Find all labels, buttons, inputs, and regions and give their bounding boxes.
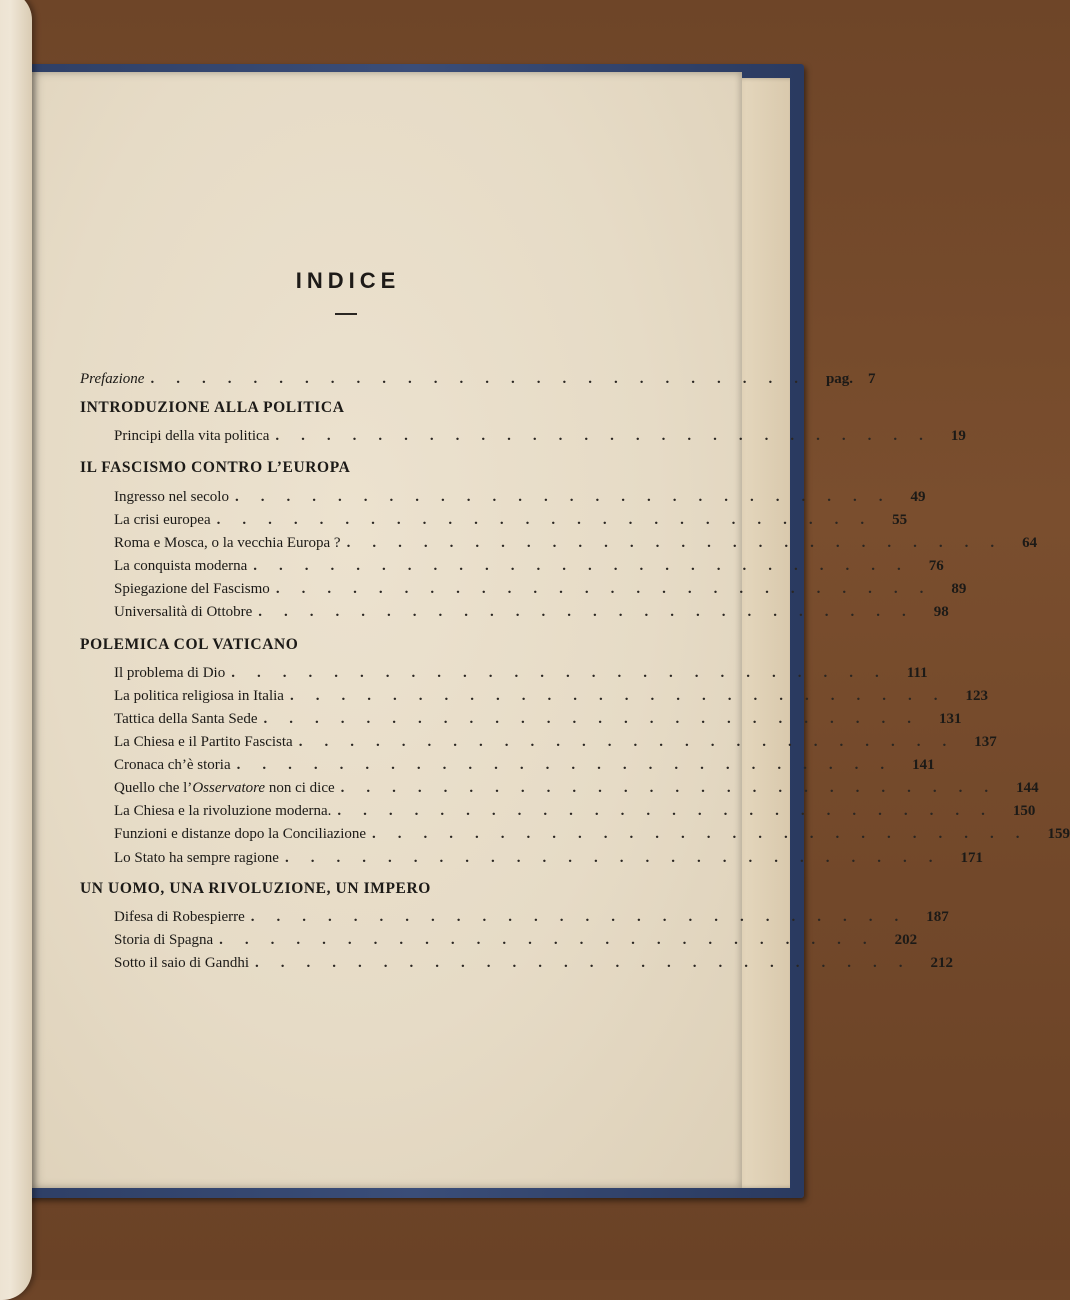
toc-entry-page: 111: [906, 665, 928, 681]
toc-entry: [114, 731, 997, 753]
toc-entry: [114, 578, 967, 600]
dot-leader: ..........................: [298, 734, 969, 750]
dot-leader: ..........................: [346, 535, 1017, 551]
toc-entry-label: La Chiesa e il Partito Fascista: [114, 734, 293, 750]
toc-entry-label: La conquista moderna: [114, 558, 248, 574]
toc-entry: [114, 906, 949, 928]
toc-entry-label: La Chiesa e la rivoluzione moderna.: [114, 803, 332, 819]
toc-entry-page: 76: [928, 558, 944, 574]
toc-entry-page: 144: [1016, 780, 1039, 796]
section-heading: INTRODUZIONE ALLA POLITICA: [80, 399, 345, 416]
toc-entry-label: [114, 777, 335, 799]
section-heading: IL FASCISMO CONTRO L’EUROPA: [80, 459, 351, 476]
dot-leader: ..........................: [289, 688, 960, 704]
toc-entry-label: Sotto il saio di Gandhi: [114, 955, 249, 971]
toc-entry: [114, 823, 1070, 845]
toc-entry: [114, 601, 949, 623]
toc-entry-label: Cronaca ch’è storia: [114, 757, 231, 773]
toc-entry: [114, 800, 1036, 822]
dot-leader: ..........................: [236, 757, 907, 773]
toc-entry: [114, 708, 962, 730]
page-title: INDICE: [295, 268, 401, 293]
toc-entry: [114, 532, 1038, 554]
dot-leader: ..........................: [372, 826, 1042, 842]
pag-label: pag.: [825, 371, 854, 387]
toc-entry-label: Spiegazione del Fascismo: [114, 581, 270, 597]
page-number: 7: [868, 371, 876, 387]
toc-entry-page: 49: [910, 489, 926, 505]
dot-leader: ..........................: [150, 371, 820, 387]
toc-entry-label: La crisi europea: [114, 512, 211, 528]
toc-entry: [114, 662, 928, 684]
toc-entry-page: 150: [1012, 803, 1036, 819]
dot-leader: ..........................: [231, 665, 901, 681]
toc-entry-preface: [80, 368, 876, 390]
toc-entry-page: 212: [930, 955, 953, 971]
toc-entry-page: 202: [894, 932, 918, 948]
toc-entry-page: [826, 368, 876, 390]
toc-entry-page: 98: [933, 604, 949, 620]
toc-entry-label-part: Quello che l’: [114, 780, 193, 796]
toc-entry: [114, 847, 983, 869]
toc-entry-label: Lo Stato ha sempre ragione: [114, 850, 279, 866]
toc-entry-page: 159: [1047, 826, 1070, 842]
toc-entry-label: Principi della vita politica: [114, 428, 270, 444]
dot-leader: ..........................: [275, 428, 945, 444]
toc-entry-label: Difesa di Robespierre: [114, 909, 245, 925]
dot-leader: ..........................: [255, 955, 925, 971]
dot-leader: ..........................: [263, 711, 933, 727]
dot-leader: ..........................: [234, 489, 905, 505]
dot-leader: ..........................: [219, 932, 889, 948]
toc-entry: [114, 486, 926, 508]
toc-entry-page: 123: [965, 688, 988, 704]
dot-leader: ..........................: [250, 909, 921, 925]
toc-entry-label: Roma e Mosca, o la vecchia Europa ?: [114, 535, 341, 551]
toc-entry-page: 131: [938, 711, 962, 727]
toc-entry-label-italic: Osservatore: [192, 780, 266, 796]
toc-entry: [114, 754, 935, 776]
toc-entry-page: 141: [912, 757, 935, 773]
toc-entry-label: Tattica della Santa Sede: [114, 711, 258, 727]
dot-leader: ..........................: [284, 850, 955, 866]
toc-entry-label: Prefazione: [80, 371, 145, 387]
dot-leader: ..........................: [216, 512, 887, 528]
toc-entry-page: 187: [926, 909, 949, 925]
toc-entry-label: Funzioni e distanze dopo la Conciliazione: [114, 826, 367, 842]
toc-entry: [114, 929, 918, 951]
toc-entry-label: Ingresso nel secolo: [114, 489, 229, 505]
toc-entry: [114, 952, 953, 974]
toc-entry-label: Il problema di Dio: [114, 665, 226, 681]
section-heading: POLEMICA COL VATICANO: [80, 636, 299, 653]
toc-entry-page: 19: [950, 428, 966, 444]
toc-entry-label-part: non ci dice: [265, 780, 335, 796]
dot-leader: ..........................: [258, 604, 928, 620]
toc-entry-page: 55: [892, 512, 908, 528]
toc-entry-page: 89: [951, 581, 967, 597]
toc-entry-page: 137: [974, 734, 997, 750]
toc-entry-page: 171: [960, 850, 983, 866]
toc-entry: [114, 555, 944, 577]
dot-leader: ..........................: [337, 803, 1007, 819]
toc-entry: [114, 509, 908, 531]
dot-leader: ..........................: [340, 780, 1011, 796]
toc-entry-label: La politica religiosa in Italia: [114, 688, 284, 704]
toc-entry: [114, 425, 966, 447]
toc-entry-label: Storia di Spagna: [114, 932, 214, 948]
section-heading: UN UOMO, UNA RIVOLUZIONE, UN IMPERO: [80, 880, 431, 897]
dot-leader: ..........................: [275, 581, 946, 597]
dot-leader: ..........................: [253, 558, 923, 574]
toc-entry: [114, 777, 1039, 799]
toc-entry-label: Universalità di Ottobre: [114, 604, 253, 620]
toc-entry: [114, 685, 988, 707]
toc-entry-page: 64: [1022, 535, 1038, 551]
